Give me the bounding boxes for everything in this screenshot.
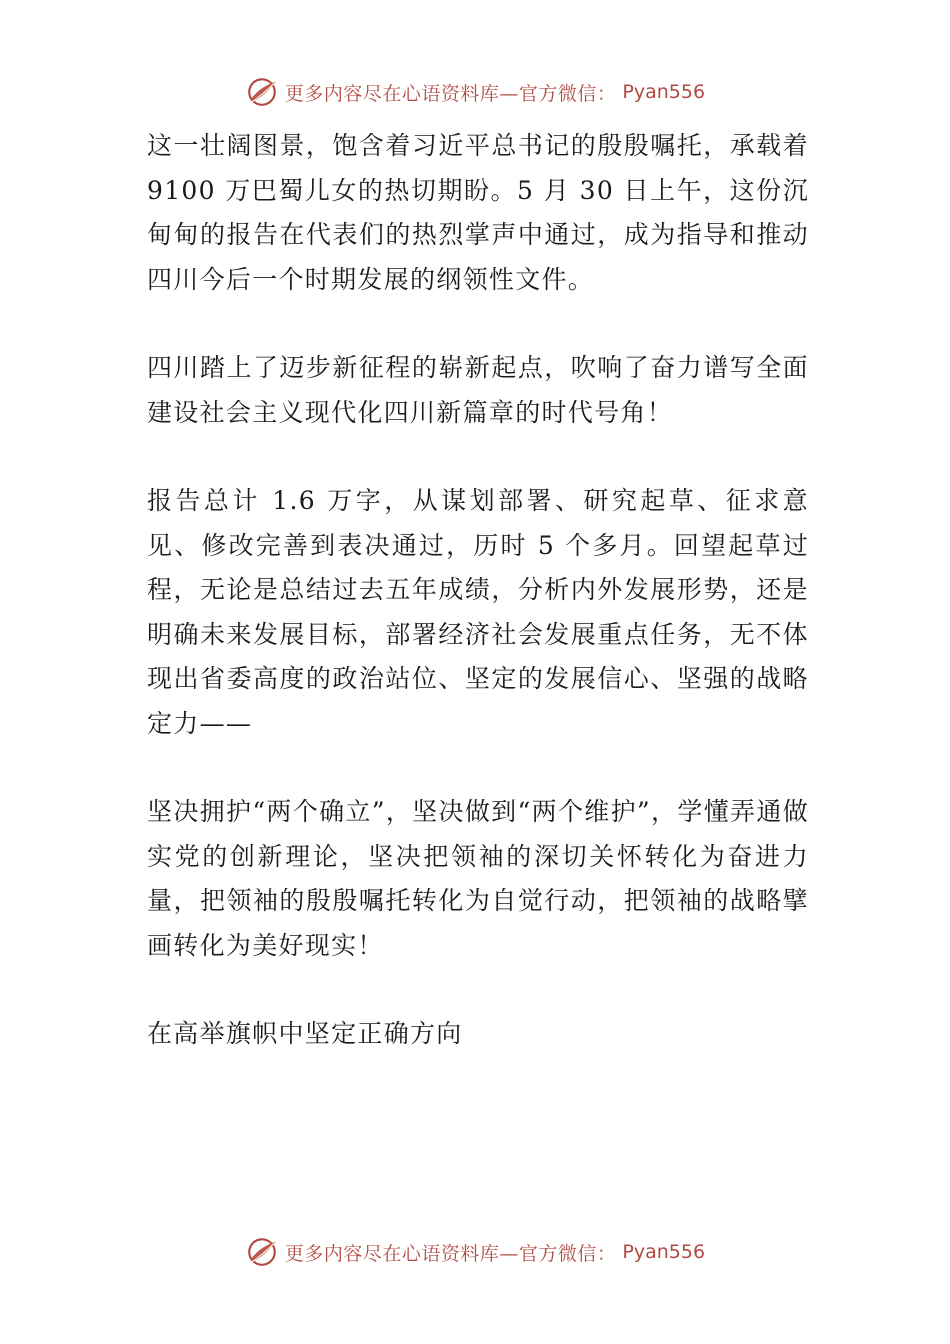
paragraph-2: 四川踏上了迈步新征程的崭新起点，吹响了奋力谱写全面建设社会主义现代化四川新篇章的时代号角！ xyxy=(147,353,809,427)
banner-wechat-id: Pyan556 xyxy=(622,81,706,103)
leaf-logo-icon xyxy=(245,1235,279,1269)
footer-banner xyxy=(0,1232,950,1272)
header-banner xyxy=(0,72,950,112)
leaf-logo-icon xyxy=(245,75,279,109)
paragraph-3: 报告总计 1.6 万字，从谋划部署、研究起草、征求意见、修改完善到表决通过，历时 5 个多月。回望起草过程，无论是总结过去五年成绩，分析内外发展形势，还是明确未来发展目标，部署经济社会发展重点任务，无不体现出省委高度的政治站位、坚定的发展信心、坚强的战略定力—— xyxy=(147,486,809,738)
banner-text: 更多内容尽在心语资料库—官方微信： xyxy=(284,1242,617,1265)
paragraph-1: 这一壮阔图景，饱含着习近平总书记的殷殷嘱托，承载着 9100 万巴蜀儿女的热切期盼。5 月 30 日上午，这份沉甸甸的报告在代表们的热烈掌声中通过，成为指导和推动四川今后一个时期发展的纲领性文件。 xyxy=(147,131,809,294)
banner-wechat-id: Pyan556 xyxy=(622,1241,706,1263)
paragraph-4: 坚决拥护“两个确立”，坚决做到“两个维护”，学懂弄通做实党的创新理论，坚决把领袖的深切关怀转化为奋进力量，把领袖的殷殷嘱托转化为自觉行动，把领袖的战略擘画转化为美好现实！ xyxy=(147,797,809,960)
banner-text: 更多内容尽在心语资料库—官方微信： xyxy=(284,82,617,105)
document-body xyxy=(147,124,809,1101)
section-heading: 在高举旗帜中坚定正确方向 xyxy=(147,1019,463,1048)
